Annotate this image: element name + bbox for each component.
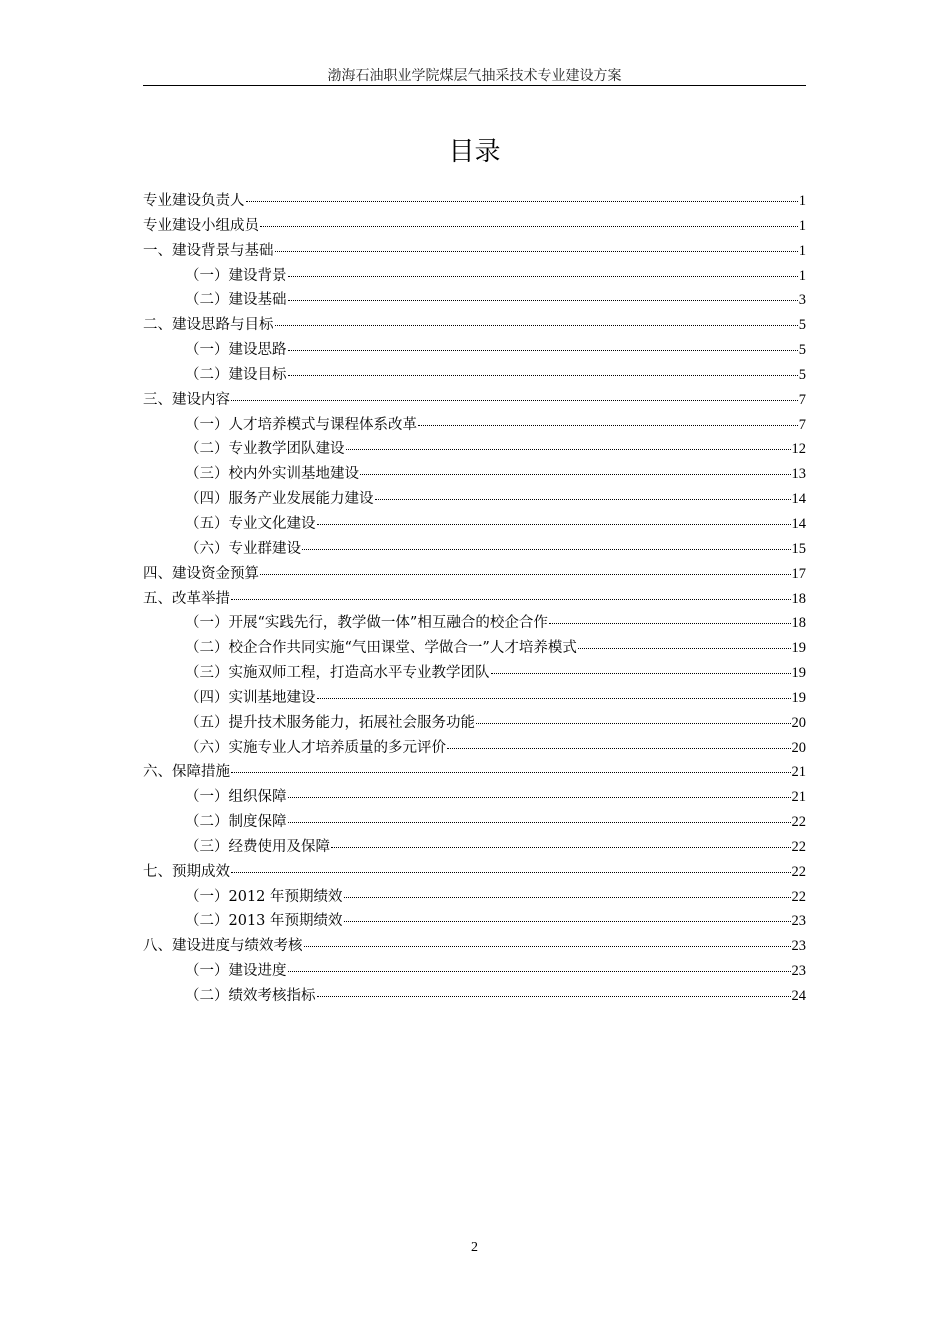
toc-entry-page: 19 [791,640,806,657]
toc-entry-page: 1 [798,242,806,259]
toc-entry[interactable] [143,512,806,537]
toc-dot-leader [344,921,791,922]
toc-entry-label: 二、建设思路与目标 [143,317,274,334]
toc-entry-page: 22 [791,814,806,831]
toc-entry[interactable] [143,462,806,487]
table-of-contents [143,189,806,1009]
toc-entry[interactable] [143,835,806,860]
toc-entry[interactable] [143,239,806,264]
toc-entry-page: 20 [791,739,806,756]
toc-dot-leader [288,797,791,798]
toc-entry[interactable] [143,736,806,761]
toc-entry-label: （二）2013 年预期绩效 [185,913,343,930]
toc-entry-label: （二）建设基础 [185,292,287,309]
toc-dot-leader [549,623,791,624]
toc-entry-page: 1 [798,267,806,284]
toc-entry[interactable] [143,860,806,885]
toc-entry[interactable] [143,885,806,910]
toc-entry-label: （四）实训基地建设 [185,689,316,706]
toc-dot-leader [578,648,791,649]
toc-entry-page: 1 [798,193,806,209]
toc-dot-leader [260,226,798,227]
toc-entry-page: 18 [791,615,806,632]
toc-entry[interactable] [143,934,806,959]
toc-dot-leader [360,474,791,475]
toc-entry-label: 三、建设内容 [143,391,230,408]
toc-dot-leader [317,996,791,997]
toc-entry[interactable] [143,611,806,636]
toc-dot-leader [231,400,798,401]
toc-dot-leader [246,201,798,202]
toc-entry-label: （四）服务产业发展能力建设 [185,491,374,508]
toc-dot-leader [331,847,791,848]
page-header: 渤海石油职业学院煤层气抽采技术专业建设方案 [327,68,622,84]
toc-dot-leader [317,698,791,699]
toc-entry-page: 20 [791,714,806,731]
toc-entry-label: 专业建设小组成员 [143,217,259,234]
toc-dot-leader [344,897,791,898]
toc-dot-leader [302,549,791,550]
toc-entry-page: 21 [791,764,806,781]
toc-dot-leader [288,350,798,351]
toc-entry[interactable] [143,711,806,736]
toc-entry-label: （一）建设思路 [185,342,287,359]
toc-entry[interactable] [143,264,806,289]
toc-entry-page: 5 [798,366,806,383]
toc-entry-label: （三）经费使用及保障 [185,838,330,855]
toc-entry-label: （五）专业文化建设 [185,515,316,532]
toc-entry[interactable] [143,487,806,512]
toc-dot-leader [275,251,798,252]
toc-entry-label: 八、建设进度与绩效考核 [143,938,303,955]
toc-dot-leader [346,449,791,450]
toc-entry-label: （二）制度保障 [185,814,287,831]
toc-entry-label: （一）建设进度 [185,963,287,980]
toc-entry[interactable] [143,437,806,462]
toc-dot-leader [476,723,791,724]
toc-entry-page: 18 [791,590,806,607]
header-divider [143,85,806,86]
toc-dot-leader [288,276,798,277]
toc-entry-page: 24 [791,988,806,1004]
toc-entry-page: 22 [791,863,806,880]
toc-entry-page: 21 [791,789,806,806]
toc-entry-page: 14 [791,515,806,532]
toc-entry-page: 23 [791,913,806,930]
toc-dot-leader [288,375,798,376]
toc-dot-leader [447,748,791,749]
toc-entry[interactable] [143,537,806,562]
toc-dot-leader [260,574,791,575]
toc-entry[interactable] [143,338,806,363]
toc-entry-page: 22 [791,838,806,855]
toc-entry-page: 19 [791,689,806,706]
toc-entry-label: （二）绩效考核指标 [185,988,316,1004]
toc-entry-label: （一）建设背景 [185,267,287,284]
toc-title: 目录 [448,137,501,167]
toc-entry-label: 五、改革举措 [143,590,230,607]
toc-entry[interactable] [143,413,806,438]
toc-entry-label: （六）实施专业人才培养质量的多元评价 [185,739,446,756]
toc-entry-label: （二）建设目标 [185,366,287,383]
toc-entry-page: 7 [798,391,806,408]
toc-entry-label: （二）校企合作共同实施“气田课堂、学做合一”人才培养模式 [185,640,577,657]
toc-entry-label: 专业建设负责人 [143,193,245,209]
toc-entry[interactable] [143,661,806,686]
toc-dot-leader [288,822,791,823]
toc-entry[interactable] [143,686,806,711]
toc-entry[interactable] [143,909,806,934]
toc-entry[interactable] [143,984,806,1009]
toc-entry[interactable] [143,288,806,313]
toc-entry[interactable] [143,214,806,239]
toc-dot-leader [231,599,791,600]
toc-entry-page: 15 [791,540,806,557]
toc-dot-leader [231,772,791,773]
toc-entry[interactable] [143,587,806,612]
toc-entry-label: （六）专业群建设 [185,540,301,557]
toc-entry-label: （一）人才培养模式与课程体系改革 [185,416,417,433]
toc-dot-leader [304,946,791,947]
toc-entry-page: 14 [791,491,806,508]
toc-entry-page: 23 [791,938,806,955]
toc-entry[interactable] [143,562,806,587]
toc-entry-label: （五）提升技术服务能力，拓展社会服务功能 [185,714,475,731]
toc-entry-label: 六、保障措施 [143,764,230,781]
toc-entry-label: （二）专业教学团队建设 [185,441,345,458]
toc-entry-label: 一、建设背景与基础 [143,242,274,259]
toc-entry[interactable] [143,313,806,338]
toc-dot-leader [275,325,798,326]
toc-entry-label: （一）2012 年预期绩效 [185,888,343,905]
toc-dot-leader [418,425,798,426]
toc-entry-label: （一）开展“实践先行，教学做一体”相互融合的校企合作 [185,615,548,632]
toc-entry-label: 四、建设资金预算 [143,565,259,582]
toc-entry-page: 1 [798,217,806,234]
toc-entry[interactable] [143,388,806,413]
toc-dot-leader [231,872,791,873]
toc-dot-leader [491,673,791,674]
toc-entry[interactable] [143,959,806,984]
toc-entry-page: 13 [791,466,806,483]
toc-entry[interactable] [143,810,806,835]
toc-entry-page: 3 [798,292,806,309]
toc-entry-page: 5 [798,342,806,359]
toc-dot-leader [317,524,791,525]
toc-dot-leader [375,499,791,500]
toc-entry-label: （一）组织保障 [185,789,287,806]
toc-entry-page: 5 [798,317,806,334]
toc-entry-page: 19 [791,665,806,682]
toc-entry[interactable] [143,189,806,214]
toc-entry-page: 17 [791,565,806,582]
page-number: 2 [471,1240,478,1255]
toc-entry-label: （三）实施双师工程，打造高水平专业教学团队 [185,665,490,682]
toc-entry[interactable] [143,760,806,785]
toc-entry[interactable] [143,785,806,810]
toc-entry-label: （三）校内外实训基地建设 [185,466,359,483]
toc-entry[interactable] [143,363,806,388]
toc-entry-page: 12 [791,441,806,458]
toc-dot-leader [288,300,798,301]
toc-entry-page: 23 [791,963,806,980]
toc-dot-leader [288,971,791,972]
toc-entry-page: 7 [798,416,806,433]
toc-entry[interactable] [143,636,806,661]
toc-entry-page: 22 [791,888,806,905]
toc-entry-label: 七、预期成效 [143,863,230,880]
